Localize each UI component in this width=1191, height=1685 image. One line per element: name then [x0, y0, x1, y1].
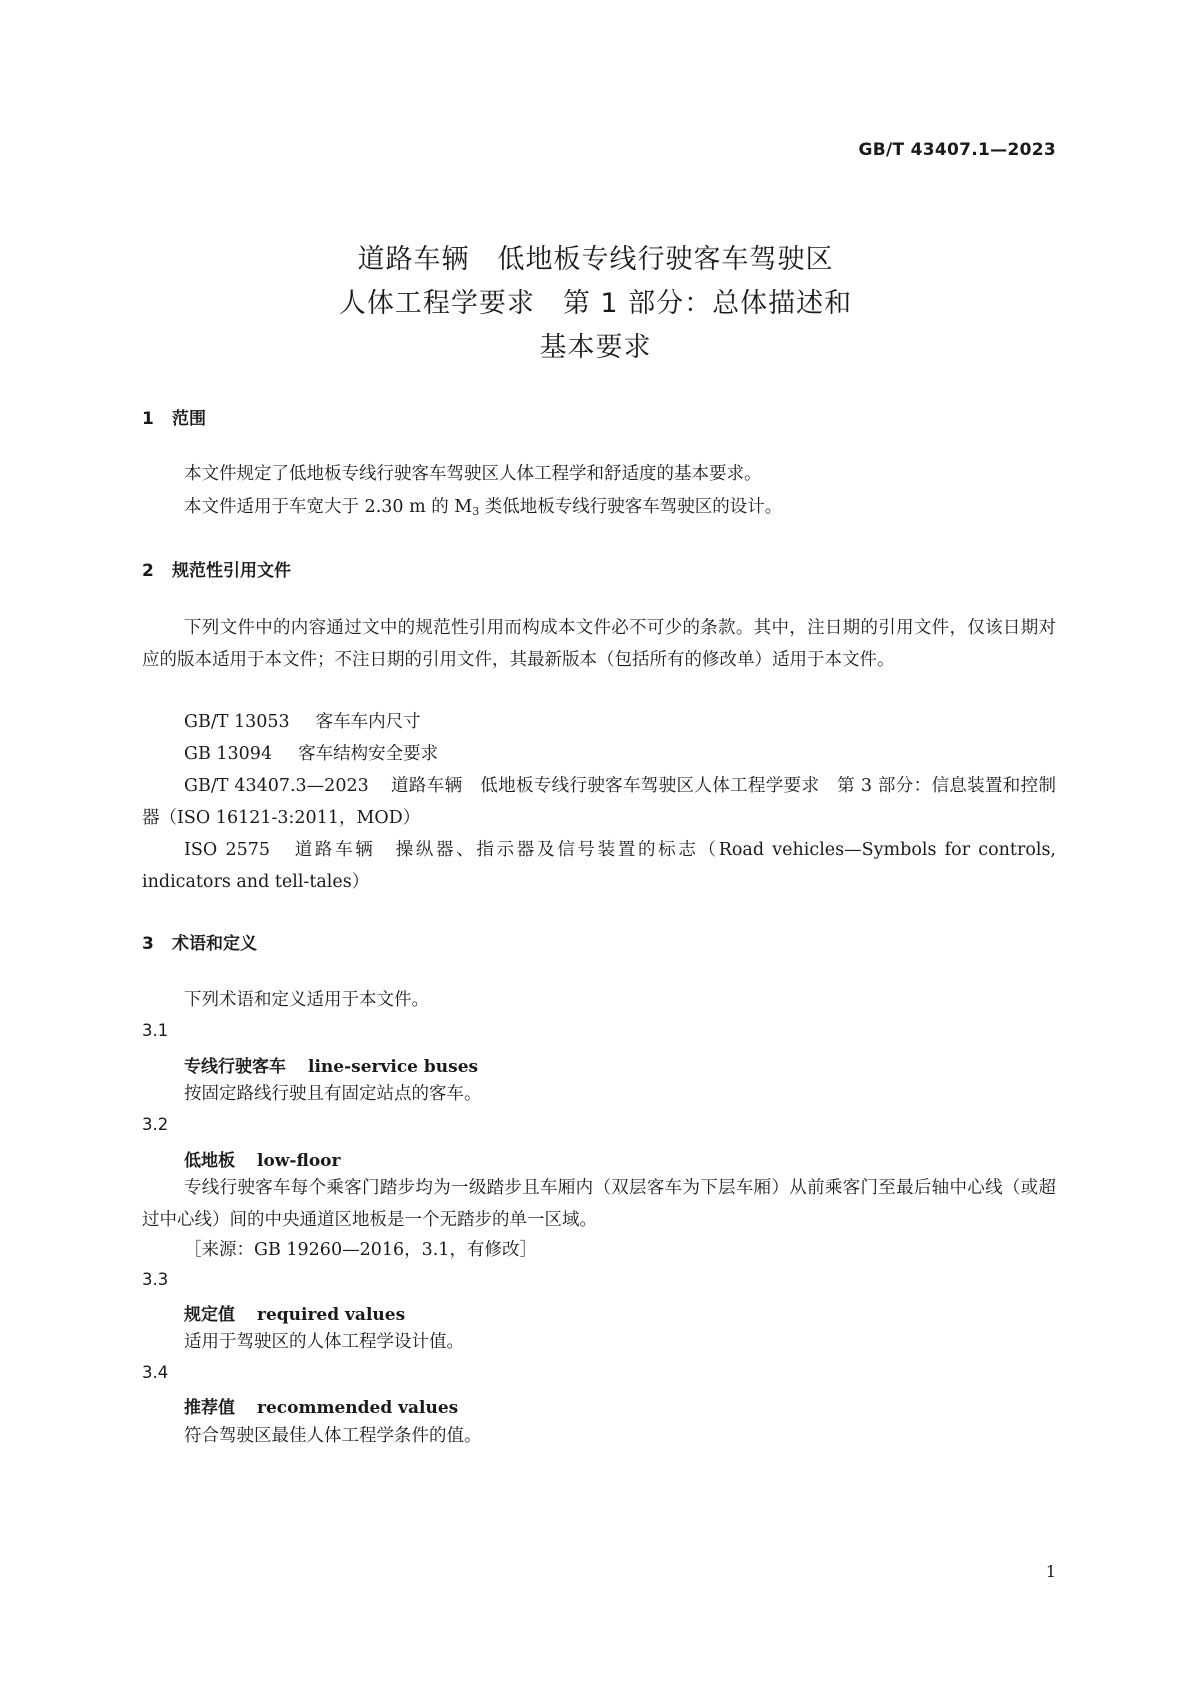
section-number: 1	[142, 409, 154, 429]
reference-code: ISO 2575	[184, 840, 271, 860]
section-1-paragraph-2	[142, 491, 1056, 528]
reference-code: GB/T 13053	[184, 712, 290, 732]
reference-code: GB/T 43407.3—2023	[184, 776, 369, 796]
term-definition: 符合驾驶区最佳人体工程学条件的值。	[184, 1426, 482, 1446]
section-title: 术语和定义	[172, 934, 257, 954]
reference-item	[142, 834, 1056, 898]
reference-item	[184, 738, 438, 770]
section-title: 规范性引用文件	[172, 561, 291, 581]
paragraph-text: 本文件适用于车宽大于 2.30 m 的 M	[184, 497, 473, 517]
term-number: 3.3	[142, 1270, 169, 1289]
term-number: 3.2	[142, 1115, 169, 1134]
term-name-zh: 规定值	[184, 1305, 235, 1325]
standard-code: GB/T 43407.1—2023	[858, 140, 1056, 160]
reference-item	[184, 706, 421, 738]
term-name-en: required values	[257, 1305, 406, 1325]
term-name-zh: 专线行驶客车	[184, 1057, 286, 1077]
paragraph-text: 类低地板专线行驶客车驾驶区的设计。	[479, 497, 783, 517]
title-line-2: 人体工程学要求 第 1 部分：总体描述和	[338, 288, 853, 319]
section-2-intro: 下列文件中的内容通过文中的规范性引用而构成本文件必不可少的条款。其中，注日期的引用文件，仅该日期对应的版本适用于本文件；不注日期的引用文件，其最新版本（包括所有的修改单）适用于本文件。	[142, 618, 1056, 670]
subscript: 3	[472, 505, 480, 518]
term-source: ［来源：GB 19260—2016，3.1，有修改］	[184, 1240, 537, 1260]
term-number: 3.1	[142, 1021, 169, 1040]
reference-code: GB 13094	[184, 744, 273, 764]
title-line-1: 道路车辆 低地板专线行驶客车驾驶区	[357, 244, 834, 275]
page-number: 1	[1045, 1562, 1056, 1581]
title-line-3: 基本要求	[539, 332, 652, 363]
term-name	[184, 1146, 340, 1171]
term-name	[184, 1300, 405, 1325]
term-name-en: low-floor	[257, 1151, 341, 1171]
section-2-heading	[142, 556, 291, 581]
term-definition: 适用于驾驶区的人体工程学设计值。	[184, 1332, 464, 1352]
reference-title: 客车结构安全要求	[298, 744, 439, 764]
section-number: 2	[142, 561, 154, 581]
term-name	[184, 1393, 458, 1418]
term-name-zh: 推荐值	[184, 1398, 235, 1418]
section-number: 3	[142, 934, 154, 954]
term-definition: 按固定路线行驶且有固定站点的客车。	[184, 1084, 482, 1104]
reference-title: 道路车辆 低地板专线行驶客车驾驶区人体工程学要求 第 3 部分：信息装置和控制器（ISO 16121-3:2011，MOD）	[142, 776, 1056, 828]
section-3-heading	[142, 929, 257, 954]
term-definition: 专线行驶客车每个乘客门踏步均为一级踏步且车厢内（双层客车为下层车厢）从前乘客门至最后轴中心线（或超过中心线）间的中央通道区地板是一个无踏步的单一区域。	[142, 1178, 1056, 1230]
section-title: 范围	[172, 409, 206, 429]
term-name-en: recommended values	[257, 1398, 459, 1418]
section-3-intro: 下列术语和定义适用于本文件。	[184, 990, 429, 1010]
document-title	[0, 238, 1191, 370]
section-1-paragraph-1: 本文件规定了低地板专线行驶客车驾驶区人体工程学和舒适度的基本要求。	[184, 464, 762, 484]
term-name-zh: 低地板	[184, 1151, 235, 1171]
term-name	[184, 1052, 478, 1077]
section-1-heading	[142, 404, 206, 429]
reference-item	[142, 770, 1056, 834]
reference-title: 客车车内尺寸	[315, 712, 421, 732]
reference-title: 道路车辆 操纵器、指示器及信号装置的标志（Road vehicles—Symbols for controls, indicators and tell-tales）	[142, 840, 1056, 892]
term-number: 3.4	[142, 1363, 169, 1382]
term-name-en: line-service buses	[308, 1057, 479, 1077]
